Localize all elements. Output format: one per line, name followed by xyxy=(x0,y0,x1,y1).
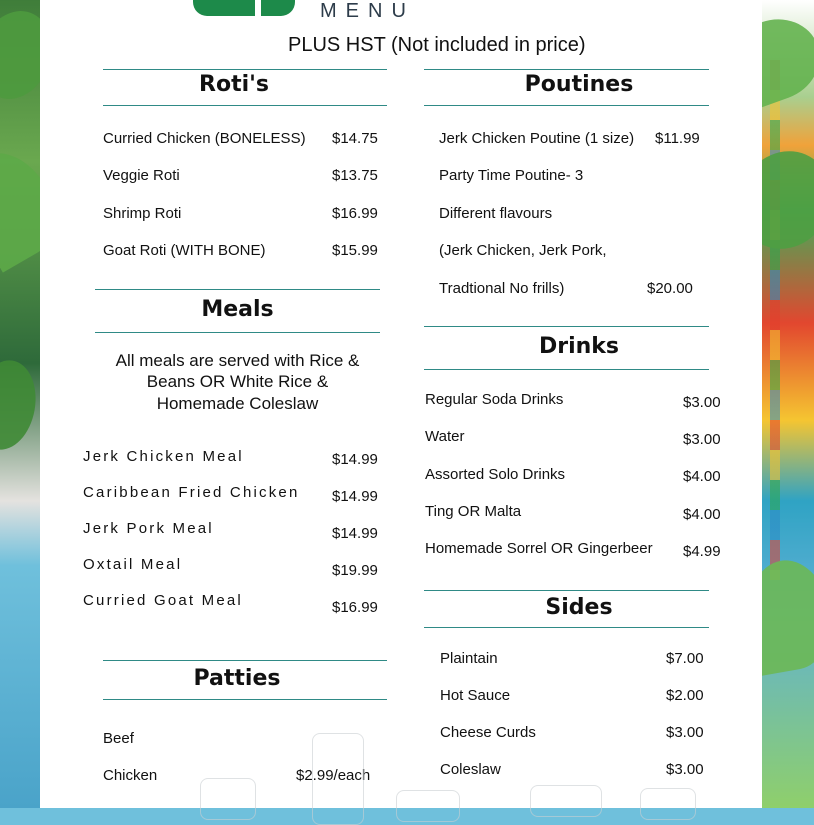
menu-item-name: (Jerk Chicken, Jerk Pork, xyxy=(439,242,607,259)
section-title-poutines: Poutines xyxy=(524,72,634,97)
tax-note: PLUS HST (Not included in price) xyxy=(288,34,586,56)
menu-item-name: Assorted Solo Drinks xyxy=(425,466,566,483)
menu-item-price: $3.00 xyxy=(666,761,704,778)
menu-item-name: Curried Chicken (BONELESS) xyxy=(103,130,306,147)
section-title-sides: Sides xyxy=(545,595,613,620)
menu-item-name: Regular Soda Drinks xyxy=(425,391,564,408)
menu-item-price: $14.99 xyxy=(332,451,378,468)
divider xyxy=(95,332,380,333)
menu-item-price: $14.99 xyxy=(332,525,378,542)
logo-icon xyxy=(193,0,295,16)
jar-sketch-icon xyxy=(200,778,256,820)
divider xyxy=(103,69,387,70)
menu-item-name: Party Time Poutine- 3 xyxy=(439,167,584,184)
divider xyxy=(424,69,709,70)
menu-item-name: Jerk Pork Meal xyxy=(83,520,214,537)
menu-item-name: Veggie Roti xyxy=(103,167,180,184)
menu-item-price: $14.75 xyxy=(332,130,378,147)
menu-item-name: Cheese Curds xyxy=(440,724,536,741)
section-title-rotis: Roti's xyxy=(199,72,269,97)
jar-sketch-icon xyxy=(640,788,696,820)
menu-item-name: Shrimp Roti xyxy=(103,205,182,222)
menu-item-price: $4.99 xyxy=(683,543,721,560)
logo-notch xyxy=(255,0,261,20)
rainbow-stripe xyxy=(770,60,780,580)
meals-note-line: Homemade Coleslaw xyxy=(156,394,319,413)
menu-item-name: Caribbean Fried Chicken xyxy=(83,484,300,501)
menu-item-price: $14.99 xyxy=(332,488,378,505)
menu-item-price: $7.00 xyxy=(666,650,704,667)
menu-item-name: Jerk Chicken Meal xyxy=(83,448,244,465)
menu-item-name: Oxtail Meal xyxy=(83,556,183,573)
jar-sketch-icon xyxy=(312,733,364,825)
menu-item-name: Homemade Sorrel OR Gingerbeer xyxy=(425,540,653,557)
section-title-drinks: Drinks xyxy=(538,334,620,359)
menu-heading: MENU xyxy=(320,0,415,22)
divider xyxy=(424,627,709,628)
menu-item-name: Goat Roti (WITH BONE) xyxy=(103,242,266,259)
divider xyxy=(424,590,709,591)
menu-item-name: Hot Sauce xyxy=(440,687,511,704)
menu-item-name: Beef xyxy=(103,730,134,747)
menu-item-price: $11.99 xyxy=(655,130,700,147)
divider xyxy=(103,699,387,700)
menu-item-name: Chicken xyxy=(103,767,158,784)
menu-item-price: $19.99 xyxy=(332,562,378,579)
menu-item-name: Different flavours xyxy=(439,205,553,222)
menu-item-price: $3.00 xyxy=(683,431,721,448)
menu-item-price: $4.00 xyxy=(683,506,721,523)
menu-item-price: $2.99/each xyxy=(296,767,371,784)
menu-item-price: $2.00 xyxy=(666,687,704,704)
menu-item-name: Jerk Chicken Poutine (1 size) xyxy=(439,130,635,147)
divider xyxy=(95,289,380,290)
divider xyxy=(424,105,709,106)
menu-item-name: Ting OR Malta xyxy=(425,503,522,520)
menu-item-price: $13.75 xyxy=(332,167,378,184)
menu-item-name: Water xyxy=(425,428,465,445)
divider xyxy=(424,369,709,370)
section-title-patties: Patties xyxy=(193,666,281,691)
menu-item-name: Curried Goat Meal xyxy=(83,592,243,609)
menu-item-price: $16.99 xyxy=(332,205,378,222)
jar-sketch-icon xyxy=(530,785,602,817)
menu-item-price: $3.00 xyxy=(683,394,721,411)
menu-item-price: $20.00 xyxy=(647,280,693,297)
menu-item-name: Tradtional No frills) xyxy=(439,280,565,297)
meals-note-line: Beans OR White Rice & xyxy=(146,372,329,391)
menu-item-name: Plaintain xyxy=(440,650,498,667)
section-title-meals: Meals xyxy=(201,297,274,322)
menu-item-name: Coleslaw xyxy=(440,761,501,778)
divider xyxy=(424,326,709,327)
jar-sketch-icon xyxy=(396,790,460,822)
menu-item-price: $16.99 xyxy=(332,599,378,616)
meals-note-line: All meals are served with Rice & xyxy=(115,351,360,370)
divider xyxy=(103,660,387,661)
divider xyxy=(103,105,387,106)
menu-item-price: $3.00 xyxy=(666,724,704,741)
menu-item-price: $15.99 xyxy=(332,242,378,259)
menu-item-price: $4.00 xyxy=(683,468,721,485)
